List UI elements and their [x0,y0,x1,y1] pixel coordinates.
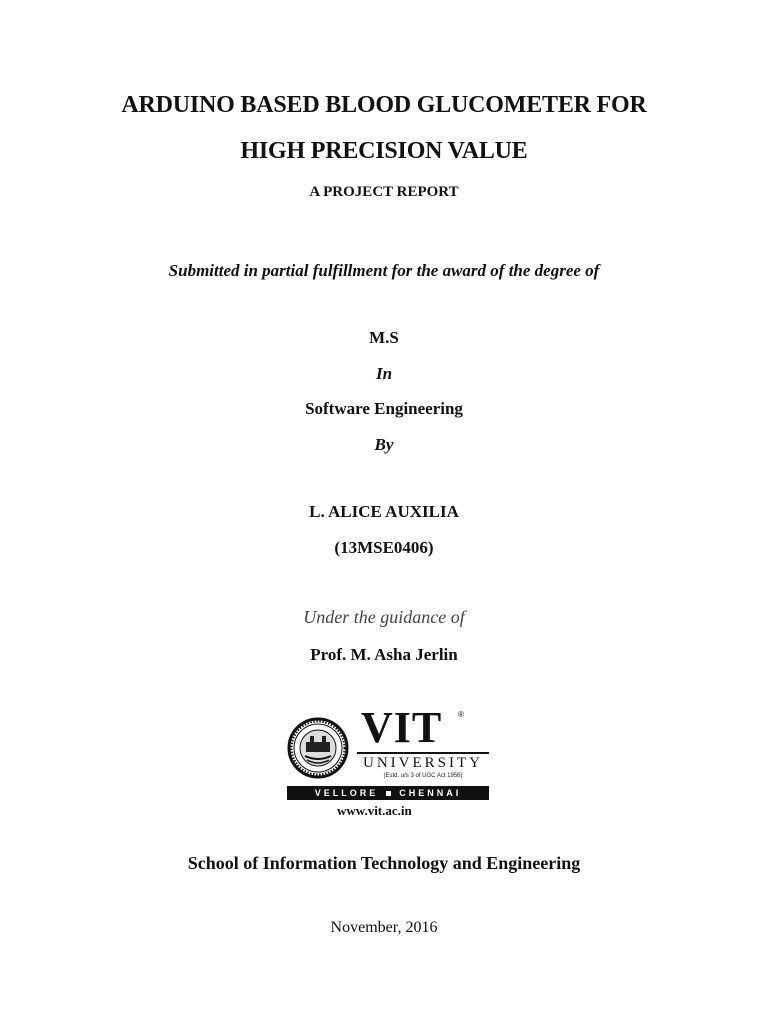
campus-chennai: CHENNAI [399,788,462,798]
establishment-note: (Estd. u/s 3 of UGC Act 1956) [383,773,463,779]
campus-band [287,786,489,800]
submission-note: Submitted in partial fulfillment for the award of the degree of [168,261,600,280]
report-title-line-2: HIGH PRECISION VALUE [240,138,528,164]
university-wordmark: UNIVERSITY [363,755,483,771]
university-website: www.vit.ac.in [337,803,412,818]
logo-divider [357,752,489,754]
degree: M.S [369,328,399,347]
separator-dot-icon [386,791,391,796]
field-of-study: Software Engineering [305,399,463,418]
campus-vellore: VELLORE [314,788,379,798]
guide-name: Prof. M. Asha Jerlin [310,645,458,664]
school-name: School of Information Technology and Engineering [187,853,581,873]
vit-wordmark: VIT [361,703,443,752]
report-title-line-1: ARDUINO BASED BLOOD GLUCOMETER FOR [121,92,647,118]
vit-university-logo [287,703,489,820]
in-word: In [375,364,393,383]
university-seal-icon [287,710,349,786]
registered-mark: ® [458,710,464,719]
author-name: L. ALICE AUXILIA [309,502,459,521]
report-type: A PROJECT REPORT [309,184,459,200]
by-word: By [374,435,394,454]
author-reg-no: (13MSE0406) [334,538,434,557]
guidance-label: Under the guidance of [303,607,465,627]
report-date: November, 2016 [330,919,438,936]
